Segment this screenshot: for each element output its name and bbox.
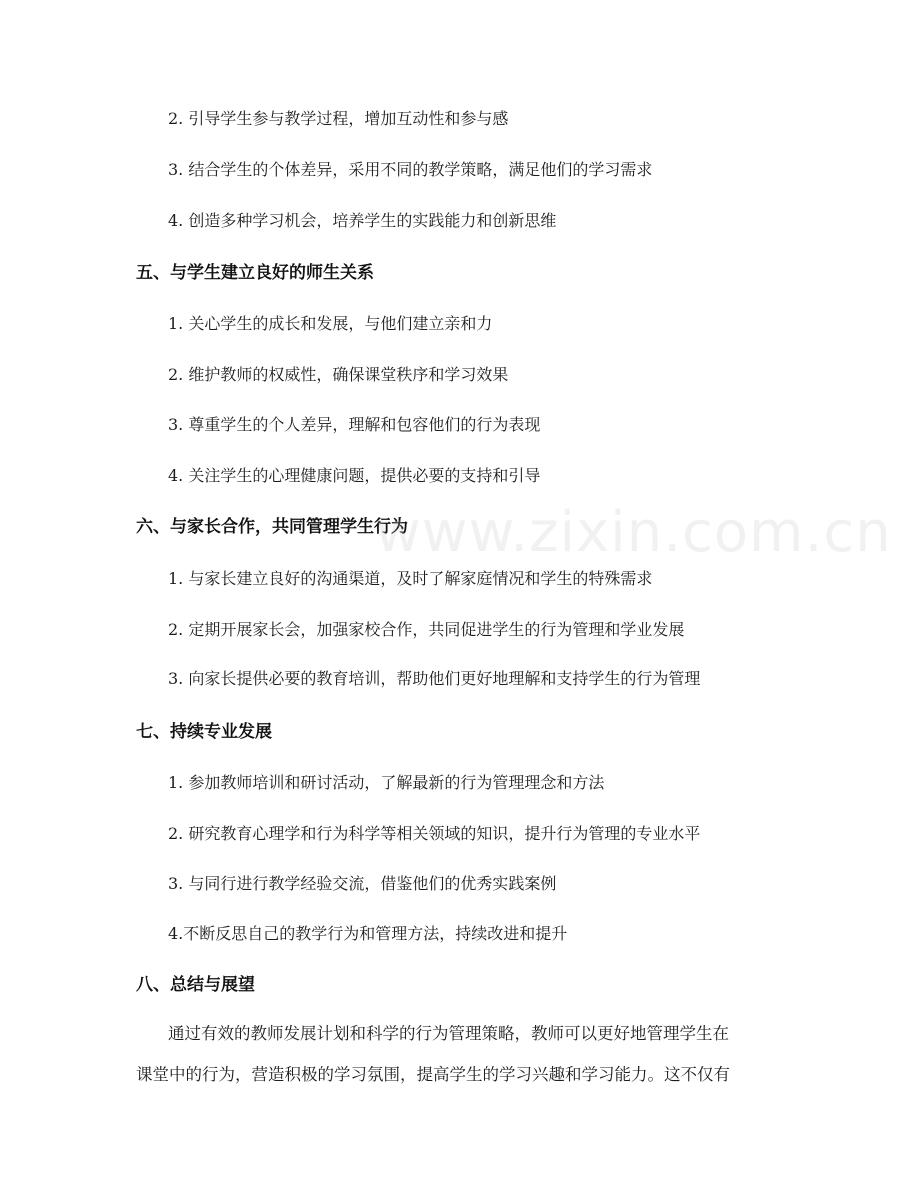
section-heading: 五、与学生建立良好的师生关系 (136, 263, 374, 283)
list-item: 4.不断反思自己的教学行为和管理方法，持续改进和提升 (168, 924, 568, 943)
section-heading: 六、与家长合作，共同管理学生行为 (136, 517, 408, 537)
list-item: 1. 参加教师培训和研讨活动，了解最新的行为管理理念和方法 (168, 773, 605, 792)
list-item: 1. 与家长建立良好的沟通渠道，及时了解家庭情况和学生的特殊需求 (168, 569, 653, 588)
paragraph-line: 课堂中的行为，营造积极的学习氛围，提高学生的学习兴趣和学习能力。这不仅有 (136, 1065, 730, 1084)
list-item: 3. 尊重学生的个人差异，理解和包容他们的行为表现 (168, 415, 541, 434)
list-item: 3. 结合学生的个体差异，采用不同的教学策略，满足他们的学习需求 (168, 160, 653, 179)
list-item: 2. 研究教育心理学和行为科学等相关领域的知识，提升行为管理的专业水平 (168, 824, 701, 843)
list-item: 3. 向家长提供必要的教育培训，帮助他们更好地理解和支持学生的行为管理 (168, 669, 701, 688)
list-item: 4. 关注学生的心理健康问题，提供必要的支持和引导 (168, 466, 541, 485)
watermark: www.zixin.com.cn (375, 500, 892, 565)
list-item: 2. 维护教师的权威性，确保课堂秩序和学习效果 (168, 365, 509, 384)
list-item: 3. 与同行进行教学经验交流，借鉴他们的优秀实践案例 (168, 874, 557, 893)
section-heading: 八、总结与展望 (136, 975, 255, 995)
list-item: 1. 关心学生的成长和发展，与他们建立亲和力 (168, 314, 493, 333)
list-item: 2. 引导学生参与教学过程，增加互动性和参与感 (168, 109, 509, 128)
list-item: 4. 创造多种学习机会，培养学生的实践能力和创新思维 (168, 211, 557, 230)
section-heading: 七、持续专业发展 (136, 722, 272, 742)
list-item: 2. 定期开展家长会，加强家校合作，共同促进学生的行为管理和学业发展 (168, 620, 685, 639)
paragraph-line: 通过有效的教师发展计划和科学的行为管理策略，教师可以更好地管理学生在 (168, 1024, 729, 1043)
